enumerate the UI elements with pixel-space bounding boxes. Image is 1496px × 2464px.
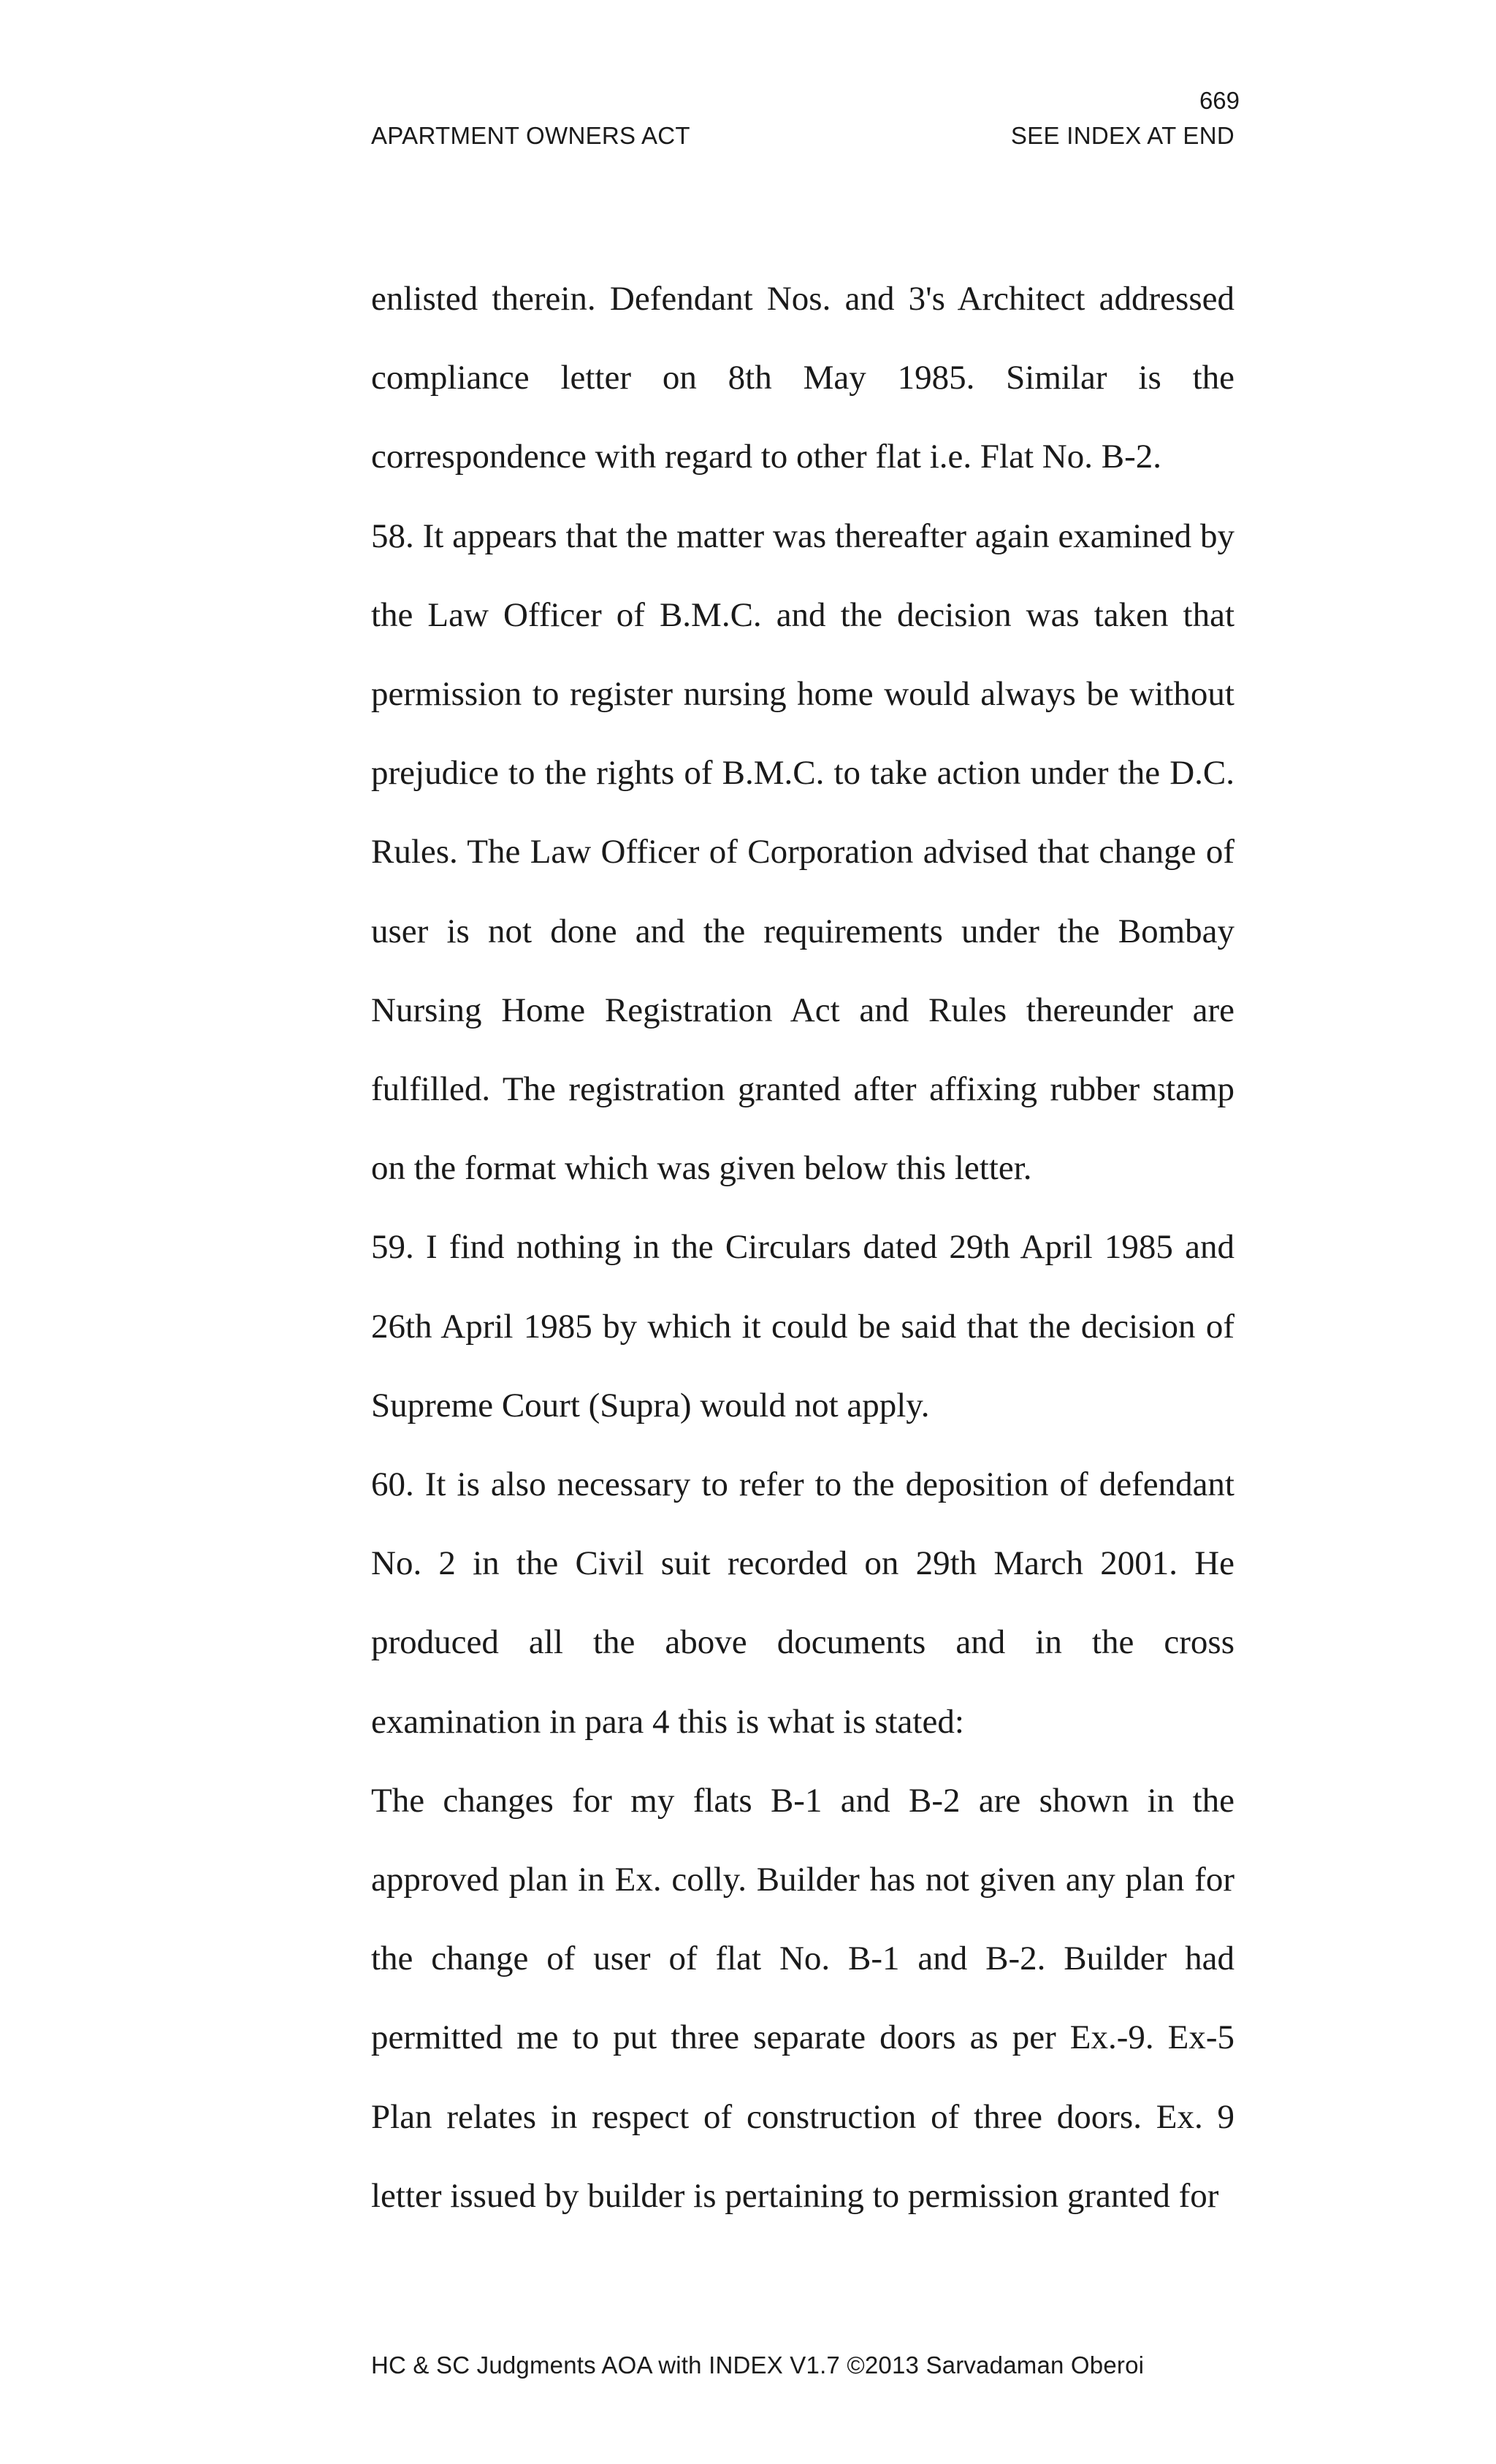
paragraph-58: 58. It appears that the matter was thereafter again examined by the Law Officer of B.M.C. and the decision was taken that permission to register nursing home would always be without prejudice to the rights of B.M.C. to take action under the D.C. Rules. The Law Officer of Corporation advised that change of user is not done and the requirements under the Bombay Nursing Home Registration Act and Rules thereunder are fulfilled. The registration granted after affixing rubber stamp on the format which was given below this letter. — [371, 516, 1234, 1188]
paragraph-59: 59. I find nothing in the Circulars dated 29th April 1985 and 26th April 1985 by which it could be said that the decision of Supreme Court (Supra) would not apply. — [371, 1228, 1234, 1424]
header-right-note: SEE INDEX AT END — [1010, 122, 1234, 149]
paragraph-60: 60. It is also necessary to refer to the deposition of defendant No. 2 in the Civil suit recorded on 29th March 2001. He produced all the above documents and in the cross examination in para 4 this is what is stated: — [371, 1465, 1234, 1741]
running-header — [371, 121, 1234, 150]
page-footer: HC & SC Judgments AOA with INDEX V1.7 ©2013 Sarvadaman Oberoi — [371, 2352, 1145, 2379]
header-left-title: APARTMENT OWNERS ACT — [371, 122, 690, 149]
paragraph-quoted-deposition: The changes for my flats B-1 and B-2 are shown in the approved plan in Ex. colly. Builder has not given any plan for the change of user of flat No. B-1 and B-2. Builder had permitted me to put three separate doors as per Ex.-9. Ex-5 Plan relates in respect of construction of three doors. Ex. 9 letter issued by builder is pertaining to permission granted for — [371, 1781, 1234, 2215]
page-number: 669 — [1199, 87, 1240, 114]
paragraph-continuation: enlisted therein. Defendant Nos. and 3's Architect addressed compliance letter on 8th May 1985. Similar is the correspondence with regard to other flat i.e. Flat No. B-2. — [371, 280, 1234, 476]
document-body — [371, 259, 1234, 2235]
